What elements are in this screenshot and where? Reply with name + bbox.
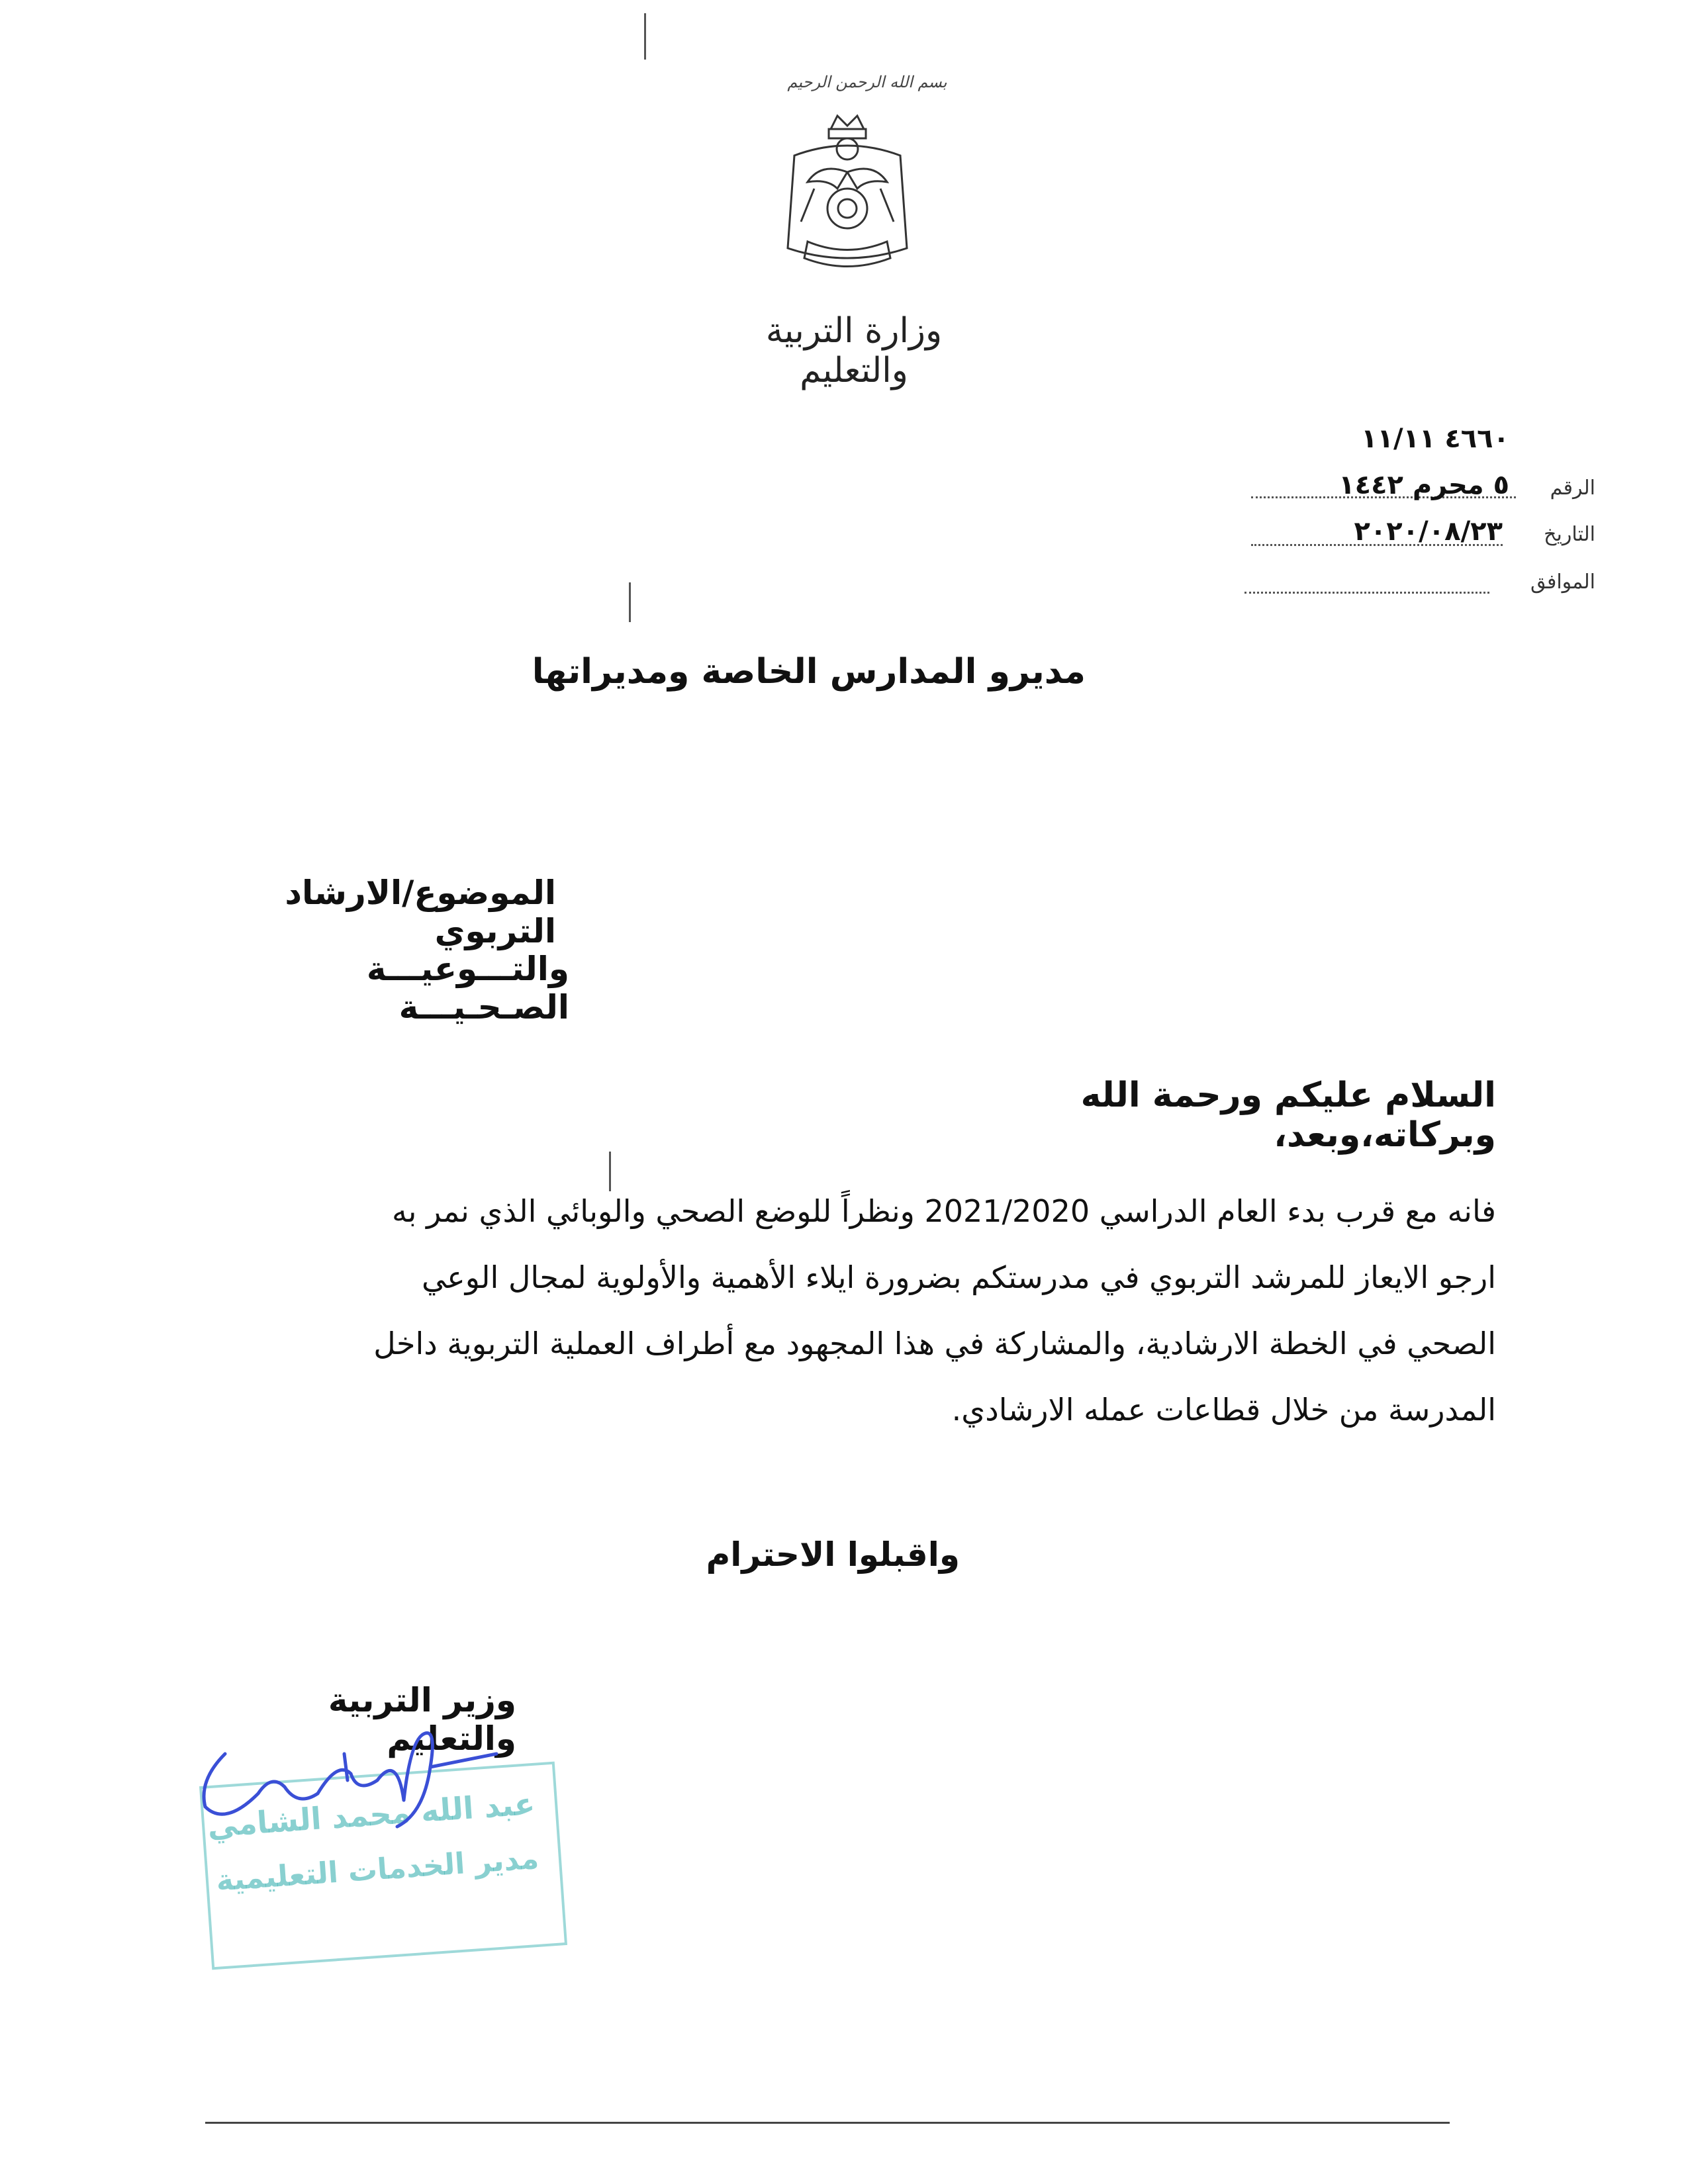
signatory-title: وزير التربية والتعليم [328, 1681, 516, 1758]
corresponding-label: الموافق [1530, 570, 1595, 594]
body-line-3: الصحي في الخطة الارشادية، والمشاركة في هذا المجهود مع أطراف العملية التربوية داخل [373, 1326, 1496, 1361]
addressee: مديرو المدارس الخاصة ومديراتها [532, 652, 1086, 692]
corresponding-dots [1244, 592, 1489, 594]
basmala: بسم الله الرحمن الرحيم [787, 73, 947, 91]
stamp-title: مدير الخدمات التعليمية [214, 1841, 540, 1898]
greeting: السلام عليكم ورحمة الله وبركاته،وبعد، [1080, 1075, 1496, 1155]
footer-divider [205, 2122, 1450, 2124]
closing: واقبلوا الاحترام [706, 1535, 960, 1574]
date-label: التاريخ [1544, 523, 1595, 546]
body-line-1: فانه مع قرب بدء العام الدراسي 2021/2020 ونظراً للوضع الصحي والوبائي الذي نمر به [392, 1193, 1496, 1229]
jordan-coat-of-arms-icon [774, 109, 920, 281]
handwritten-signature [185, 1714, 530, 1873]
body-line-4: المدرسة من خلال قطاعات عمله الارشادي. [951, 1392, 1496, 1428]
body-paragraph [199, 1178, 1496, 1443]
scan-mark [644, 13, 646, 60]
subject-line-1: الموضوع/الارشاد التربوي [285, 874, 556, 950]
scan-mark [629, 582, 631, 622]
ministry-name: وزارة التربية والتعليم [765, 311, 943, 390]
body-line-2: ارجو الايعاز للمرشد التربوي في مدرستكم بضرورة ايلاء الأهمية والأولوية لمجال الوعي [421, 1259, 1496, 1295]
stamp-name: عبد الله محمد الشامي [206, 1785, 536, 1844]
gregorian-date: ٢٠٢٠/٠٨/٢٣ [1354, 516, 1503, 547]
reference-number: ٤٦٦٠ ١١/١١ [1361, 424, 1509, 454]
subject-line-2: والتـــوعيـــة الصـحـيـــة [366, 950, 569, 1026]
hijri-date: ٥ محرم ١٤٤٢ [1338, 470, 1509, 500]
number-label: الرقم [1550, 477, 1595, 500]
